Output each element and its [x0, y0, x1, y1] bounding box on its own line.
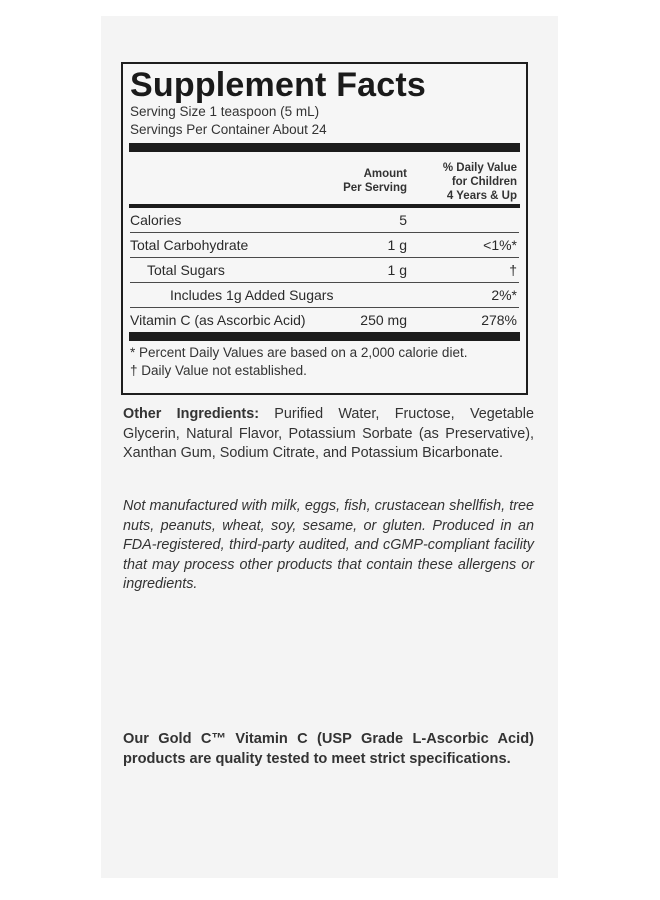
nutrient-amount: 1 g: [387, 262, 407, 278]
divider-thick-bottom: [129, 332, 520, 341]
nutrient-daily-value: <1%*: [483, 237, 517, 253]
column-header-row: [130, 152, 519, 204]
divider-thick-top: [129, 143, 520, 152]
nutrient-amount: 1 g: [387, 237, 407, 253]
nutrient-row-total-sugars: [130, 258, 519, 283]
servings-per-container: Servings Per Container About 24: [130, 122, 327, 137]
daily-value-header: % Daily Value for Children 4 Years & Up: [442, 162, 517, 202]
nutrient-row-added-sugars: [130, 283, 519, 308]
nutrient-name: Vitamin C (as Ascorbic Acid): [130, 312, 306, 328]
supplement-facts-panel: [121, 62, 528, 395]
footnote-daily-values: * Percent Daily Values are based on a 2,000 calorie diet.: [130, 345, 468, 360]
other-ingredients-label: Other Ingredients:: [123, 406, 260, 422]
amount-per-serving-header: Amount Per Serving: [343, 168, 407, 194]
nutrient-name: Total Carbohydrate: [130, 237, 249, 253]
allergen-statement: Not manufactured with milk, eggs, fish, crustacean shellfish, tree nuts, peanuts, wheat, soy, sesame, or gluten. Produced in an FDA-registered, third-party audited, and cGMP-compliant facility that may process other products that contain these allergens or ingredients.: [123, 498, 534, 593]
nutrient-amount: 5: [399, 212, 407, 228]
other-ingredients-text: Purified Water, Fructose, Vegetable Glycerin, Natural Flavor, Potassium Sorbate (as Preservative), Xanthan Gum, Sodium Citrate, and Potassium Bicarbonate.: [123, 406, 534, 462]
nutrient-daily-value: 278%: [481, 312, 517, 328]
nutrient-row-vitamin-c: [130, 308, 519, 332]
nutrient-name: Total Sugars: [147, 262, 225, 278]
nutrient-daily-value: †: [509, 262, 517, 278]
nutrient-daily-value: 2%*: [491, 287, 517, 303]
quality-statement: Our Gold C™ Vitamin C (USP Grade L-Ascorbic Acid) products are quality tested to meet strict specifications.: [123, 731, 534, 767]
nutrient-amount: 250 mg: [360, 312, 407, 328]
other-ingredients: [123, 405, 534, 464]
nutrient-name: Includes 1g Added Sugars: [170, 287, 334, 303]
serving-size: Serving Size 1 teaspoon (5 mL): [130, 104, 320, 119]
nutrient-row-calories: [130, 208, 519, 233]
facts-title: Supplement Facts: [130, 66, 427, 104]
nutrient-name: Calories: [130, 212, 182, 228]
nutrient-row-total-carbohydrate: [130, 233, 519, 258]
footnote-not-established: † Daily Value not established.: [130, 363, 307, 378]
